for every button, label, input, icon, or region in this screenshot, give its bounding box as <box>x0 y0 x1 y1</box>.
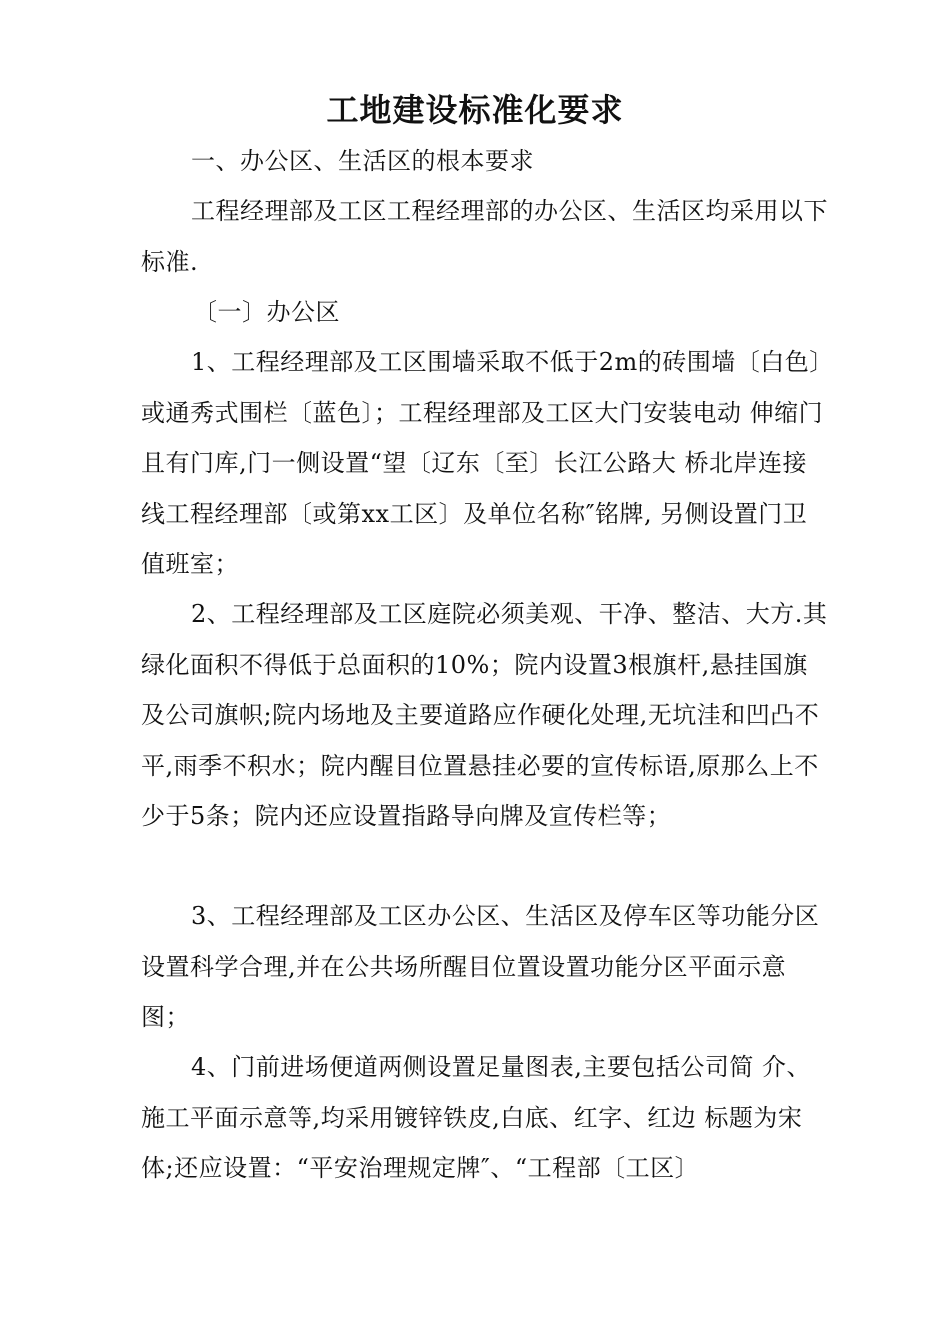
item-4-paragraph: 4、门前进场便道两侧设置足量图表,主要包括公司简 介、施工平面示意等,均采用镀锌铁皮,白底、红字、红边 标题为宋体;还应设置：“平安治理规定牌″、“工程部〔工区〕 <box>141 1053 812 1182</box>
intro-paragraph: 工程经理部及工区工程经理部的办公区、生活区均采用以下标准. <box>141 197 828 276</box>
item-3-paragraph: 3、工程经理部及工区办公区、生活区及停车区等功能分区设置科学合理,并在公共场所醒目位置设置功能分区平面示意图； <box>141 902 820 1031</box>
subsection-heading: 〔一〕办公区 <box>193 298 340 326</box>
document-title: 工地建设标准化要求 <box>326 91 624 129</box>
item-1-paragraph: 1、工程经理部及工区围墙采取不低于2m的砖围墙〔白色〕或通秀式围栏〔蓝色〕；工程经理部及工区大门安装电动 伸缩门且有门库,门一侧设置“望〔辽东〔至〕长江公路大 桥北岸连接线工程经理部〔或第xx工区〕及单位名称″铭牌, 另侧设置门卫值班室； <box>141 348 824 578</box>
section-heading: 一、办公区、生活区的根本要求 <box>191 147 534 175</box>
item-2-paragraph: 2、工程经理部及工区庭院必须美观、干净、整洁、大方.其绿化面积不得低于总面积的10%；院内设置3根旗杆,悬挂国旗及公司旗帜;院内场地及主要道路应作硬化处理,无坑洼和凹凸不平,雨季不积水；院内醒目位置悬挂必要的宣传标语,原那么上不少于5条；院内还应设置指路导向牌及宣传栏等； <box>141 600 828 830</box>
